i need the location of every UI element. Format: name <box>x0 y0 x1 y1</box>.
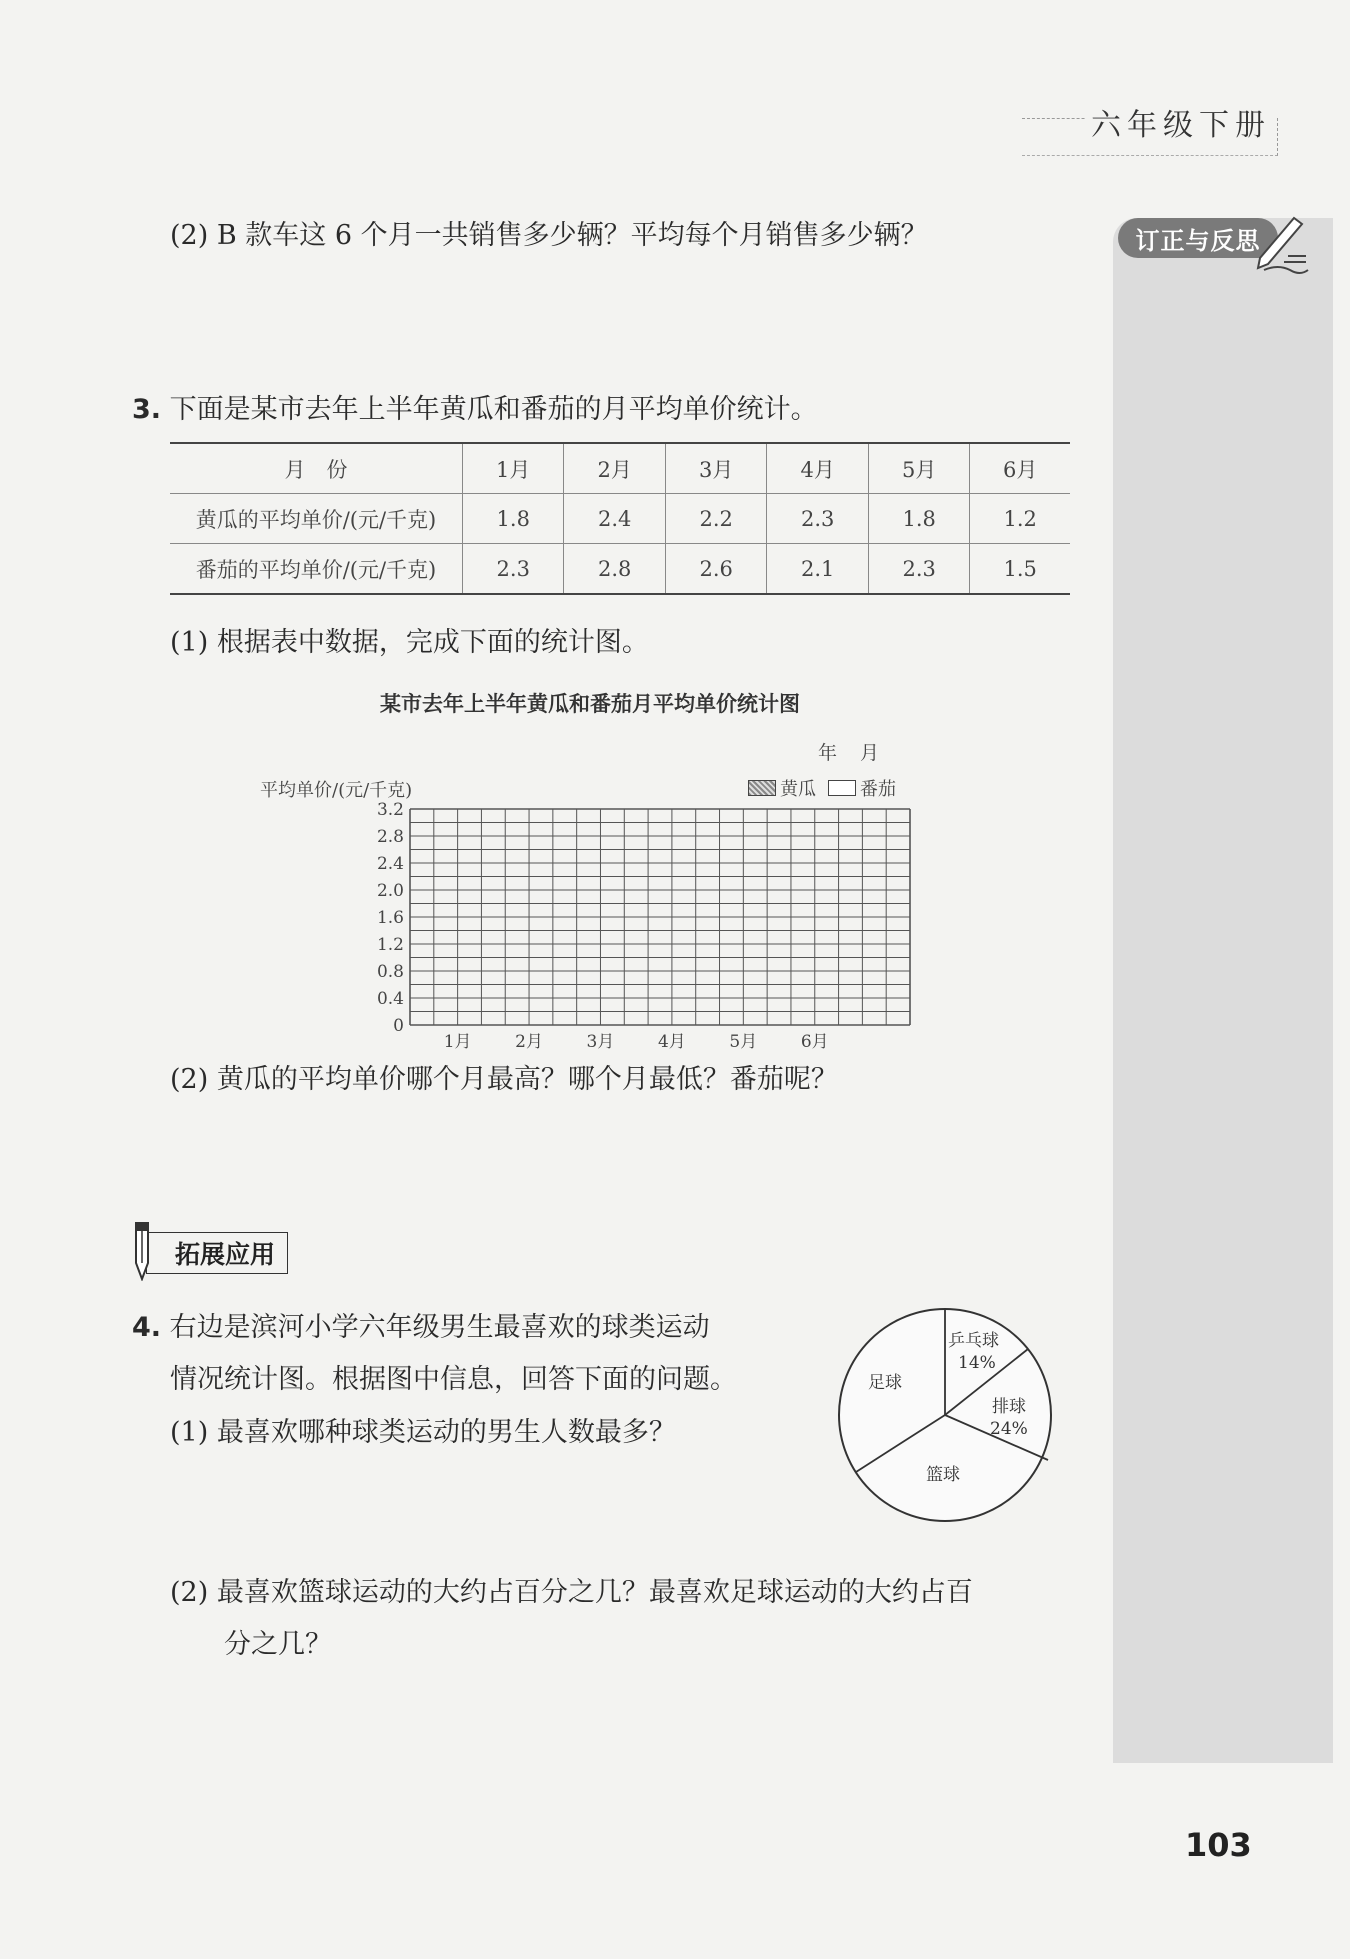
table-cell: 番茄的平均单价/(元/千克) <box>195 557 437 582</box>
y-tick-label: 1.2 <box>376 935 404 955</box>
q4-line2: 情况统计图。根据图中信息，回答下面的问题。 <box>170 1364 737 1395</box>
q4-number: 4. <box>132 1312 162 1343</box>
grade-label: 六年级下册 <box>1085 100 1277 144</box>
sports-pie-chart <box>830 1300 1060 1530</box>
table-row-cucumber <box>170 494 1070 544</box>
correction-sidebar <box>1113 218 1333 1763</box>
q4-part1-text: (1) 最喜欢哪种球类运动的男生人数最多？ <box>170 1417 676 1448</box>
chart-title: 某市去年上半年黄瓜和番茄月平均单价统计图 <box>380 692 800 716</box>
legend-label-cucumber: 黄瓜 <box>780 779 816 800</box>
table-cell: 2.4 <box>564 494 665 544</box>
table-cell: 黄瓜的平均单价/(元/千克) <box>195 507 437 532</box>
q3-statement: 下面是某市去年上半年黄瓜和番茄的月平均单价统计。 <box>169 394 818 425</box>
table-header-cell: 4月 <box>767 443 868 494</box>
x-tick-label: 3月 <box>586 1032 615 1052</box>
section-tag <box>130 1233 288 1273</box>
x-tick-label: 1月 <box>443 1032 472 1052</box>
pie-label-pingpong: 乒乓球 <box>948 1331 999 1351</box>
pie-label-basketball: 篮球 <box>926 1465 960 1485</box>
x-tick-label: 2月 <box>515 1032 543 1052</box>
price-table <box>170 442 1070 595</box>
correction-badge: 订正与反思 <box>1118 218 1278 258</box>
table-cell: 1.5 <box>970 544 1070 595</box>
q3-part2-text: (2) 黄瓜的平均单价哪个月最高？哪个月最低？番茄呢？ <box>170 1064 838 1095</box>
y-tick-label: 0 <box>393 1016 404 1036</box>
table-cell: 2.1 <box>767 544 868 595</box>
grid-chart <box>360 795 920 1055</box>
chart-y-ticks <box>377 800 404 1036</box>
table-cell: 2.2 <box>665 494 766 544</box>
pie-label-football: 足球 <box>868 1373 902 1393</box>
y-tick-label: 2.8 <box>376 827 404 847</box>
table-cell: 1.8 <box>868 494 969 544</box>
y-tick-label: 0.8 <box>376 962 404 982</box>
pie-label-volleyball: 排球 <box>992 1397 1026 1417</box>
q4-part2-line2: 分之几？ <box>224 1629 332 1660</box>
y-tick-label: 2.4 <box>376 854 404 874</box>
q2-part2-text: (2) B 款车这 6 个月一共销售多少辆？平均每个月销售多少辆？ <box>170 220 928 251</box>
chart-grid <box>410 809 910 1025</box>
table-header-cell: 5月 <box>868 443 969 494</box>
pie-label-pingpong-pct: 14% <box>958 1353 996 1373</box>
q3-number: 3. <box>132 394 162 425</box>
y-tick-label: 3.2 <box>376 800 404 820</box>
q4-part2-line1: (2) 最喜欢篮球运动的大约占百分之几？最喜欢足球运动的大约占百 <box>170 1577 973 1608</box>
legend-swatch-cucumber <box>748 780 776 796</box>
chart-x-ticks <box>444 1032 829 1052</box>
x-tick-label: 5月 <box>729 1032 758 1052</box>
legend-label-tomato: 番茄 <box>860 779 896 800</box>
table-header-cell: 2月 <box>564 443 665 494</box>
y-tick-label: 2.0 <box>376 881 404 901</box>
table-header-cell: 1月 <box>463 443 564 494</box>
x-tick-label: 4月 <box>657 1032 686 1052</box>
table-header-row <box>170 443 1070 494</box>
pie-label-volleyball-pct: 24% <box>990 1419 1028 1439</box>
table-header-cell: 3月 <box>665 443 766 494</box>
table-cell: 1.8 <box>463 494 564 544</box>
q4-line1 <box>132 1305 710 1344</box>
y-tick-label: 1.6 <box>376 908 404 928</box>
legend-swatch-tomato <box>828 780 856 796</box>
table-header-cell: 6月 <box>970 443 1070 494</box>
pencil-icon <box>130 1219 154 1281</box>
chart-ylabel: 平均单价/(元/千克) <box>260 780 413 801</box>
table-header-cell: 月 份 <box>284 457 348 482</box>
table-row-tomato <box>170 544 1070 595</box>
table-cell: 2.3 <box>463 544 564 595</box>
table-cell: 1.2 <box>970 494 1070 544</box>
q3-text <box>132 387 818 426</box>
table-cell: 2.8 <box>564 544 665 595</box>
chart-date-stamp: 年 月 <box>818 742 882 764</box>
q3-part1-text: (1) 根据表中数据，完成下面的统计图。 <box>170 627 649 658</box>
y-tick-label: 0.4 <box>376 989 404 1009</box>
page-number: 103 <box>1185 1826 1252 1864</box>
x-tick-label: 6月 <box>800 1032 829 1052</box>
table-cell: 2.3 <box>868 544 969 595</box>
pen-icon <box>1250 210 1310 280</box>
section-title: 拓展应用 <box>146 1232 288 1274</box>
q4-statement-1: 右边是滨河小学六年级男生最喜欢的球类运动 <box>169 1312 710 1343</box>
table-cell: 2.3 <box>767 494 868 544</box>
table-cell: 2.6 <box>665 544 766 595</box>
